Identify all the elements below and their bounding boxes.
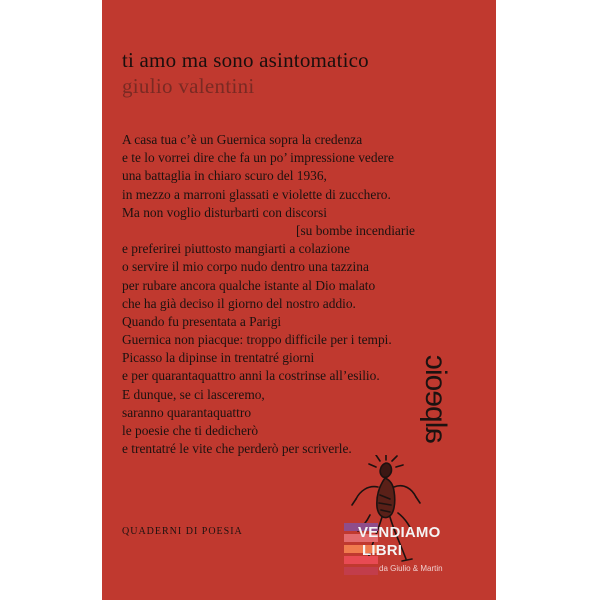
poem-line: Picasso la dipinse in trentatré giorni [122,350,315,366]
poem-line: Ma non voglio disturbarti con discorsi [122,204,327,220]
poem-line: Quando fu presentata a Parigi [122,313,282,329]
watermark-line2: LIBRI [362,542,403,559]
poem-line: o servire il mio corpo nudo dentro una tazzina [122,259,369,275]
poem-line: e preferirei piuttosto mangiarti a colazione [122,241,350,257]
poem-line: in mezzo a marroni glassati e violette di zucchero. [122,186,391,202]
watermark-line3: da Giulio & Martin [379,564,443,573]
poem-line: le poesie che ti dedicherò [122,423,259,438]
poem-text [122,131,452,458]
poem-line: Guernica non piacque: troppo difficile per i tempi. [122,332,392,348]
watermark-line1: VENDIAMO [358,524,441,541]
book-author: giulio valentini [122,74,255,98]
poem-line: per rubare ancora qualche istante al Dio malato [122,277,376,293]
poem-line: e trentatré le vite che perderò per scriverle. [122,441,352,457]
poem-line: E dunque, se ci lasceremo, [122,386,265,402]
poem-line: A casa tua c’è un Guernica sopra la credenza [122,132,363,147]
book-title: ti amo ma sono asintomatico [122,48,369,72]
poem-line: saranno quarantaquattro [122,404,252,420]
poem-line: [su bombe incendiarie [296,222,415,238]
poem-line: che ha già deciso il giorno del nostro addio. [122,295,356,311]
poem-line: e te lo vorrei dire che fa un po’ impressione vedere [122,150,394,166]
vendiamo-libri-watermark [344,520,443,590]
series-label: QUADERNI DI POESIA [122,526,243,537]
watermark-stripe [344,567,378,575]
poem-line: e per quarantaquattro anni la costrinse all’esilio. [122,368,380,384]
publisher-logo-text: alpeoic [419,355,452,444]
poem-line: una battaglia in chiaro scuro del 1936, [122,168,327,184]
